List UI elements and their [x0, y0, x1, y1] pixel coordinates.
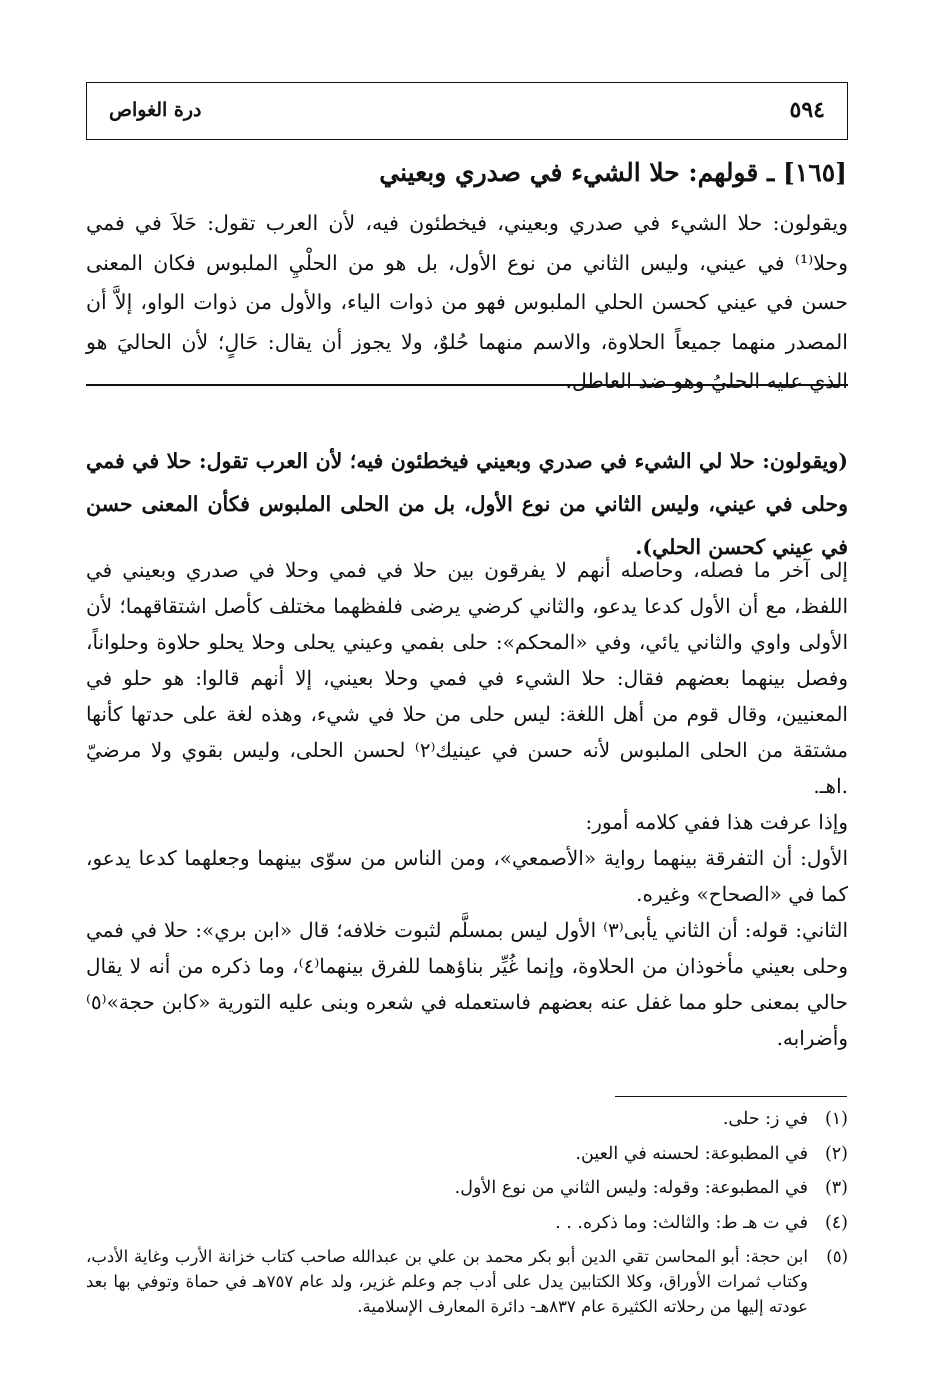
footnote-text: ابن حجة: أبو المحاسن تقي الدين أبو بكر محمد بن علي بن عبدالله صاحب كتاب خزانة الأرب وغاية الأدب، وكتاب ثمرات الأوراق، وكلا الكتابين يدل على أدب جم وعلم غزير، ولد عام ٧٥٧هـ في حماة وتوفي بها بعد عودته إليها من رحلاته الكثيرة عام ٨٣٧هـ- دائرة المعارف الإسلامية. [86, 1247, 808, 1316]
footnote-number: (١) [824, 1109, 848, 1129]
footnote-item [86, 1206, 848, 1241]
footnote-number: (٥) [826, 1247, 848, 1266]
page-number: ٥٩٤ [789, 97, 825, 123]
quote-paragraph: (ويقولون: حلا لي الشيء في صدري وبعيني فيخطئون فيه؛ لأن العرب تقول: حلا في فمي وحلى في عيني، وليس الثاني من نوع الأول، بل من الحلى الملبوس فكأن المعنى حسن في عيني كحسن الحلي). [86, 449, 848, 559]
main-text-block [86, 204, 848, 402]
footnote-text: في ت هـ ط: والثالث: وما ذكره. . . [555, 1212, 808, 1233]
footnote-divider [615, 1096, 847, 1097]
footnote-text: في ز: حلى. [722, 1109, 808, 1129]
section-title: [١٦٥] ـ قولهم: حلا الشيء في صدري وبعيني [379, 158, 847, 187]
page-header [86, 82, 848, 140]
footnote-number: (٤) [824, 1212, 848, 1233]
footnote-item [86, 1137, 848, 1172]
footnote-number: (٣) [824, 1178, 848, 1198]
divider-line [86, 384, 848, 386]
commentary-paragraph: الأول: أن التفرقة بينهما رواية «الأصمعي»، ومن الناس من سوّى بينهما وجعلهما كدعا يدعو، كما في «الصحاح» وغيره. [86, 846, 848, 906]
footnote-item [86, 1102, 848, 1137]
commentary-paragraph: وإذا عرفت هذا ففي كلامه أمور: [585, 810, 848, 834]
commentary-paragraph: الثاني: قوله: أن الثاني يأبى⁽٣⁾ الأول ليس بمسلَّم لثبوت خلافه؛ قال «ابن بري»: حلا في فمي وحلى بعيني مأخوذان من الحلاوة، وإنما غُيِّر بناؤهما للفرق بينهما⁽٤⁾، وما ذكره من أنه لا يقال حالي بمعنى حلو مما غفل عنه بعضهم فاستعمله في شعره وبنى عليه التورية «كابن حجة»⁽٥⁾ وأضرابه. [86, 918, 849, 1050]
footnote-item [86, 1244, 848, 1319]
commentary-paragraph: إلى آخر ما فصله، وحاصله أنهم لا يفرقون بين حلا في فمي وحلا في صدري وبعيني في اللفظ، مع أن الأول كدعا يدعو، والثاني كرضي يرضى فلفظهما مختلف كأصل اشتقاقهما؛ لأن الأولى واوي والثاني يائي، وفي «المحكم»: حلى بفمي وعيني يحلى وحلا يحلو حلاوة وحلواناً، وفصل بينهما بعضهم فقال: حلا الشيء في فمي وحلا بعيني، إلا أنهم قالوا: هو حلو في المعنيين، وقال قوم من أهل اللغة: ليس حلى من حلا في شيء، وهذه لغة على حدتها كأنها مشتقة من الحلى الملبوس لأنه حسن في عينيك⁽٢⁾ لحسن الحلى، وليس بقوي ولا مرضيّ .اهـ. [86, 558, 849, 798]
footnotes [86, 1102, 848, 1319]
main-paragraph: ويقولون: حلا الشيء في صدري وبعيني، فيخطئون فيه، لأن العرب تقول: حَلاَ في فمي وحلا⁽¹⁾ في عيني، وليس الثاني من نوع الأول، بل هو من الحلْيِ الملبوس فكان المعنى حسن في عيني كحسن الحلي الملبوس فهو من ذوات الياء، والأول من ذوات الواو، إلاَّ أن المصدر منهما جميعاً الحلاوة، والاسم منهما حُلوٌ، ولا يجوز أن يقال: حَالٍ؛ لأن الحاليَ هو الذي عليه الحليُ وهو ضد العاطل. [86, 211, 848, 393]
footnote-text: في المطبوعة: لحسنه في العين. [575, 1143, 808, 1164]
quote-block [86, 440, 848, 569]
commentary-block [86, 552, 848, 1056]
footnote-text: في المطبوعة: وقوله: وليس الثاني من نوع الأول. [454, 1178, 808, 1198]
footnote-item [86, 1171, 848, 1206]
book-title: درة الغواص [109, 99, 202, 121]
footnote-number: (٢) [824, 1143, 848, 1164]
